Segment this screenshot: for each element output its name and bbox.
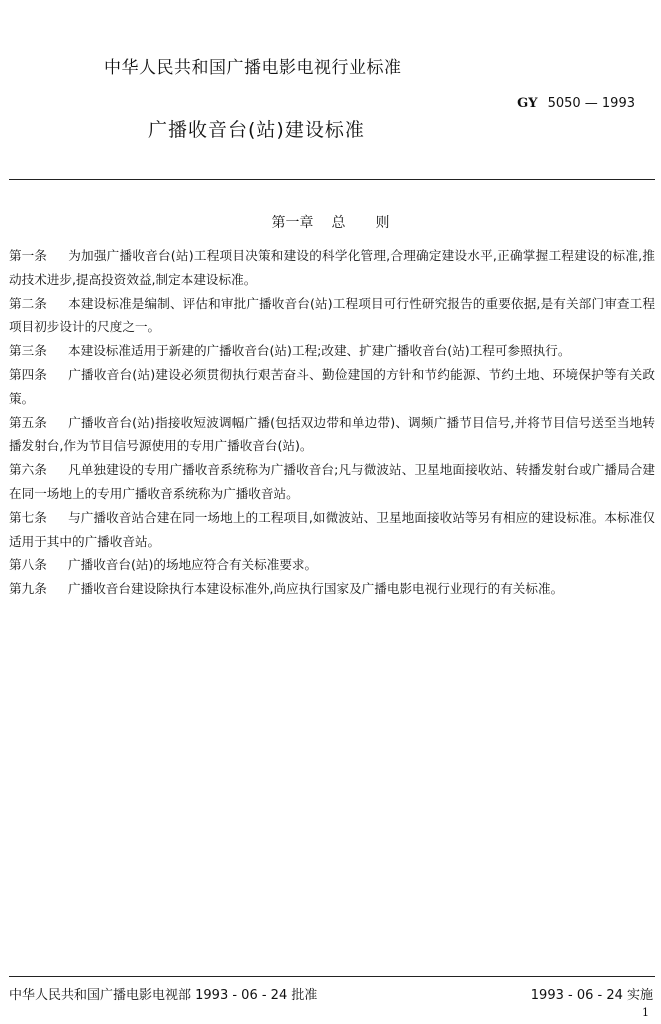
footer-divider (9, 976, 655, 977)
document-title: 广播收音台(站)建设标准 (148, 119, 365, 141)
article-number: 第三条 (9, 343, 47, 359)
article-text: 本建设标准是编制、评估和审批广播收音台(站)工程项目可行性研究报告的重要依据,是有关部门审查工程项目初步设计的尺度之一。 (9, 295, 655, 335)
article-text: 广播收音台建设除执行本建设标准外,尚应执行国家及广播电影电视行业现行的有关标准。 (68, 581, 564, 597)
article-text: 广播收音台(站)建设必须贯彻执行艰苦奋斗、勤俭建国的方针和节约能源、节约土地、环境保护等有关政策。 (9, 366, 655, 406)
articles-body (9, 244, 655, 601)
article-number: 第七条 (9, 509, 47, 525)
chapter-heading (0, 212, 661, 232)
article-number: 第二条 (9, 295, 47, 311)
article-text: 与广播收音站合建在同一场地上的工程项目,如微波站、卫星地面接收站等另有相应的建设标准。本标准仅适用于其中的广播收音站。 (9, 509, 655, 549)
article-text: 广播收音台(站)指接收短波调幅广播(包括双边带和单边带)、调频广播节目信号,并将节目信号送至当地转播发射台,作为节目信号源使用的专用广播收音台(站)。 (9, 414, 655, 454)
implementation-line: 1993 - 06 - 24 实施 (530, 988, 653, 1003)
standard-code (517, 96, 635, 111)
article (9, 553, 655, 577)
article (9, 411, 655, 459)
article (9, 458, 655, 506)
article-text: 为加强广播收音台(站)工程项目决策和建设的科学化管理,合理确定建设水平,正确掌握工程建设的标准,推动技术进步,提高投资效益,制定本建设标准。 (9, 248, 655, 287)
article-number: 第五条 (9, 414, 47, 430)
standard-prefix: GY (517, 96, 538, 111)
article (9, 244, 655, 292)
article (9, 339, 655, 363)
article-text: 广播收音台(站)的场地应符合有关标准要求。 (68, 557, 318, 573)
article-number: 第八条 (9, 557, 47, 573)
article-number: 第六条 (9, 462, 47, 478)
article-text: 本建设标准适用于新建的广播收音台(站)工程;改建、扩建广播收音台(站)工程可参照执行。 (68, 343, 571, 359)
article-text: 凡单独建设的专用广播收音系统称为广播收音台;凡与微波站、卫星地面接收站、转播发射台或广播局合建在同一场地上的专用广播收音系统称为广播收音站。 (9, 462, 655, 501)
page-number: 1 (642, 1006, 649, 1019)
article-number: 第九条 (9, 581, 47, 597)
issuing-body-line: 中华人民共和国广播电影电视行业标准 (104, 58, 402, 78)
approval-line: 中华人民共和国广播电影电视部 1993 - 06 - 24 批准 (9, 988, 318, 1003)
article (9, 506, 655, 554)
chapter-name-part-1: 总 (331, 215, 346, 231)
standard-number: 5050 — 1993 (547, 96, 635, 111)
article-number: 第一条 (9, 248, 47, 263)
article (9, 292, 655, 340)
chapter-number: 第一章 (271, 215, 314, 231)
article (9, 363, 655, 411)
article-number: 第四条 (9, 366, 47, 382)
header-divider (9, 179, 655, 180)
chapter-name-part-2: 则 (375, 215, 390, 231)
article (9, 577, 655, 601)
